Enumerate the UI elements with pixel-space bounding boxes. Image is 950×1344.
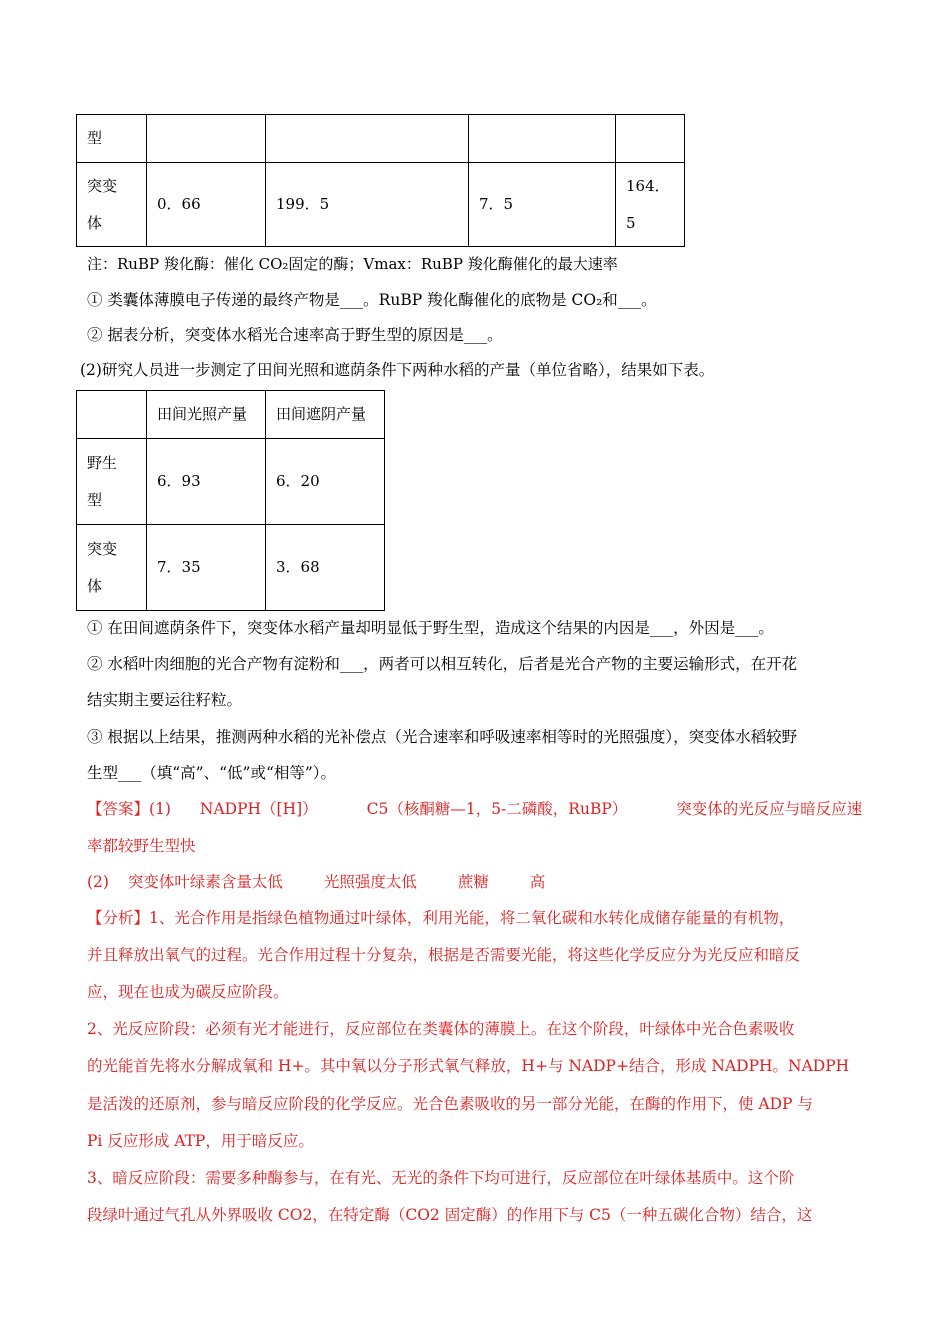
- analysis-line: 【分析】1、光合作用是指绿色植物通过叶绿体，利用光能，将二氧化碳和水转化成储存能量的有机物，: [87, 909, 795, 927]
- table-cell: [147, 115, 266, 163]
- row-label-line: 突变: [87, 176, 118, 195]
- table-cell: 6．93: [147, 439, 266, 525]
- table-row: [77, 525, 385, 611]
- table-cell: [266, 115, 469, 163]
- answer-item: 突变体叶绿素含量太低: [127, 873, 283, 891]
- table-header: [77, 391, 147, 439]
- table-row: [77, 439, 385, 525]
- question-line: 生型___（填“高”、“低”或“相等”）。: [87, 764, 337, 782]
- table-row: [77, 163, 685, 247]
- question-line: ② 据表分析，突变体水稻光合速率高于野生型的原因是___。: [87, 326, 503, 344]
- answer-item: 高: [529, 873, 546, 891]
- analysis-line: 段绿叶通过气孔从外界吸收 CO2，在特定酶（CO2 固定酶）的作用下与 C5（一种五碳化合物）结合，这: [87, 1206, 813, 1224]
- analysis-line: 2、光反应阶段：必须有光才能进行，反应部位在类囊体的薄膜上。在这个阶段，叶绿体中光合色素吸收: [87, 1020, 795, 1038]
- answer-line: [87, 799, 862, 819]
- table-cell: 164．5: [616, 163, 685, 247]
- row-label-line: 突变: [87, 539, 118, 558]
- row-label-line: 野生: [87, 453, 118, 472]
- analysis-line: 是活泼的还原剂，参与暗反应阶段的化学反应。光合色素吸收的另一部分光能，在酶的作用下，使 ADP 与: [87, 1095, 813, 1113]
- answer-label: 【答案】: [87, 800, 150, 818]
- table-cell: [616, 115, 685, 163]
- table-header: 田间遮阴产量: [266, 391, 385, 439]
- table-cell: 7．5: [469, 163, 616, 247]
- table-header-row: [77, 391, 385, 439]
- answer-line: [87, 872, 545, 892]
- row-label-line: 型: [87, 490, 103, 509]
- row-label-line: 体: [87, 213, 103, 232]
- table-cell: 3．68: [266, 525, 385, 611]
- table-cell: 0．66: [147, 163, 266, 247]
- row-label: [77, 525, 147, 611]
- question-line: ③ 根据以上结果，推测两种水稻的光补偿点（光合速率和呼吸速率相等时的光照强度），突变体水稻较野: [87, 728, 798, 746]
- table-rubp: [76, 114, 685, 247]
- analysis-line: 的光能首先将水分解成氧和 H+。其中氧以分子形式氧气释放，H+与 NADP+结合，形成 NADPH。NADPH: [87, 1057, 850, 1075]
- row-label: [77, 439, 147, 525]
- answer-part: (2): [87, 873, 109, 891]
- analysis-line: 3、暗反应阶段：需要多种酶参与，在有光、无光的条件下均可进行，反应部位在叶绿体基质中。这个阶: [87, 1169, 795, 1187]
- analysis-line: Pi 反应形成 ATP，用于暗反应。: [87, 1132, 314, 1150]
- table-cell: 6．20: [266, 439, 385, 525]
- question-line: ① 类囊体薄膜电子传递的最终产物是___。RuBP 羧化酶催化的底物是 CO₂和___。: [87, 291, 657, 309]
- answer-line: 率都较野生型快: [87, 837, 196, 855]
- answer-item: 蔗糖: [457, 873, 489, 891]
- table-yield: [76, 390, 385, 611]
- answer-item: 光照强度太低: [323, 873, 417, 891]
- question-line: 结实期主要运往籽粒。: [87, 691, 243, 709]
- row-label-line: 体: [87, 576, 103, 595]
- answer-item: 突变体的光反应与暗反应速: [676, 800, 863, 818]
- row-label: 型: [77, 115, 147, 163]
- row-label: [77, 163, 147, 247]
- table-cell: [469, 115, 616, 163]
- analysis-line: 应，现在也成为碳反应阶段。: [87, 983, 289, 1001]
- table-header: 田间光照产量: [147, 391, 266, 439]
- table-cell: 7．35: [147, 525, 266, 611]
- table-cell: 199．5: [266, 163, 469, 247]
- question-line: ① 在田间遮荫条件下，突变体水稻产量却明显低于野生型，造成这个结果的内因是___，外因是___。: [87, 619, 774, 637]
- table-note: 注：RuBP 羧化酶：催化 CO₂固定的酶；Vmax：RuBP 羧化酶催化的最大速率: [87, 255, 618, 273]
- question-line: ② 水稻叶肉细胞的光合产物有淀粉和___，两者可以相互转化，后者是光合产物的主要运输形式，在开花: [87, 655, 798, 673]
- answer-part: (1): [149, 800, 171, 818]
- question-intro: (2)研究人员进一步测定了田间光照和遮荫条件下两种水稻的产量（单位省略），结果如下表。: [80, 361, 715, 379]
- answer-item: C5（核酮糖—1，5-二磷酸，RuBP）: [366, 800, 628, 818]
- analysis-line: 并且释放出氧气的过程。光合作用过程十分复杂，根据是否需要光能，将这些化学反应分为光反应和暗反: [87, 946, 801, 964]
- table-row: [77, 115, 685, 163]
- answer-item: NADPH（[H]）: [199, 800, 318, 818]
